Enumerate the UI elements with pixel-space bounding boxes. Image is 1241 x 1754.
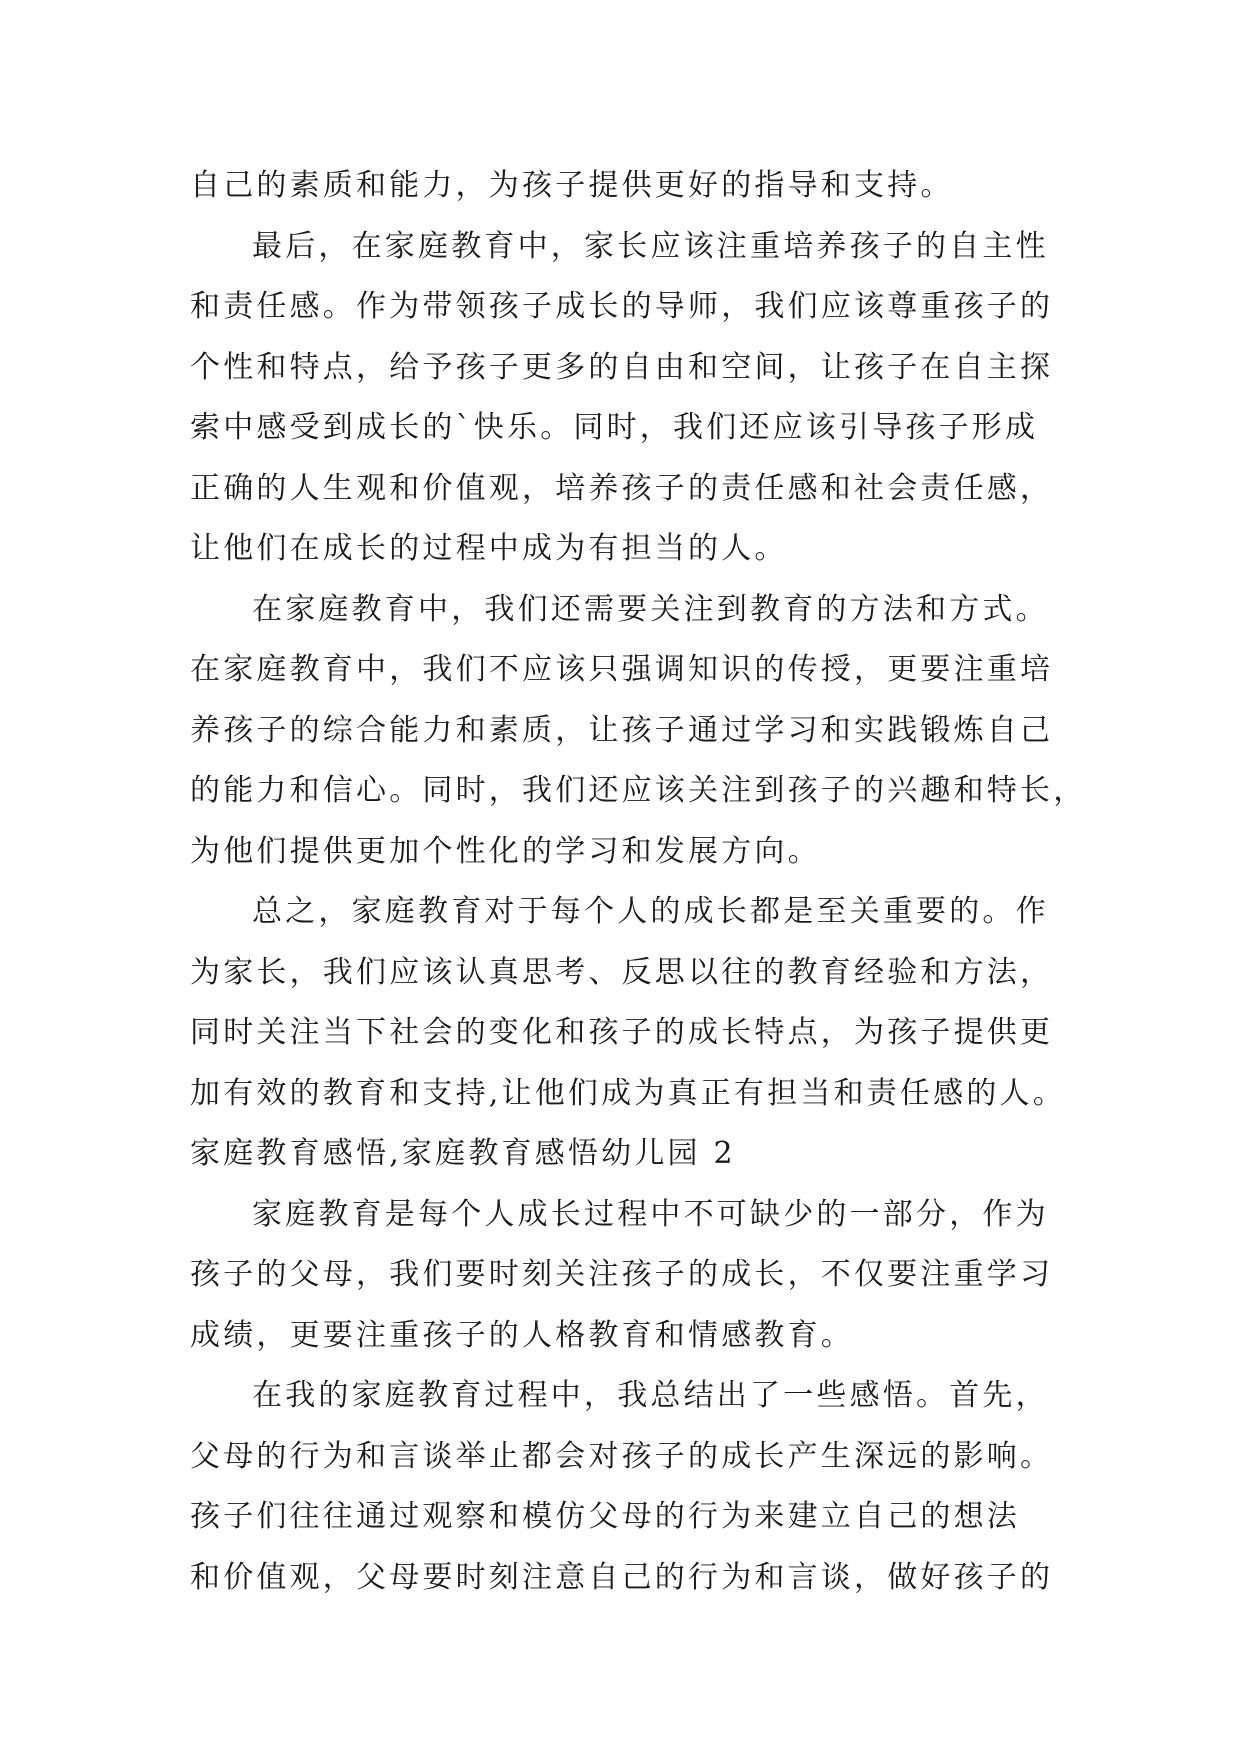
text-line: 在家庭教育中，我们不应该只强调知识的传授，更要注重培 — [190, 652, 1054, 687]
body-text — [190, 156, 1087, 1608]
paragraph-first-line: 最后，在家庭教育中，家长应该注重培养孩子的自主性 — [252, 228, 1049, 264]
text-line: 自己的素质和能力，为孩子提供更好的指导和支持。 — [190, 168, 954, 203]
paragraph-first-line: 在我的家庭教育过程中，我总结出了一些感悟。首先， — [252, 1378, 1049, 1413]
text-line: 孩子们往往通过观察和模仿父母的行为来建立自己的想法 — [190, 1499, 1020, 1534]
text-line: 让他们在成长的过程中成为有担当的人。 — [190, 531, 788, 566]
text-line: 索中感受到成长的`快乐。同时，我们还应该引导孩子形成 — [190, 410, 1039, 445]
text-line: 加有效的教育和支持,让他们成为真正有担当和责任感的人。 — [190, 1075, 1066, 1111]
text-line: 成绩，更要注重孩子的人格教育和情感教育。 — [190, 1317, 854, 1353]
paragraph-first-line: 家庭教育是每个人成长过程中不可缺少的一部分，作为 — [252, 1196, 1049, 1232]
text-line: 养孩子的综合能力和素质，让孩子通过学习和实践锻炼自己 — [190, 712, 1054, 748]
text-line: 的能力和信心。同时，我们还应该关注到孩子的兴趣和特长， — [190, 773, 1087, 808]
text-line: 父母的行为和言谈举止都会对孩子的成长产生深远的影响。 — [190, 1438, 1054, 1474]
text-line: 和责任感。作为带领孩子成长的导师，我们应该尊重孩子的 — [190, 289, 1054, 324]
text-line: 同时关注当下社会的变化和孩子的成长特点，为孩子提供更 — [190, 1015, 1054, 1050]
text-line: 为他们提供更加个性化的学习和发展方向。 — [190, 833, 821, 869]
text-line: 和价值观，父母要时刻注意自己的行为和言谈，做好孩子的 — [190, 1559, 1054, 1595]
paragraph-first-line: 在家庭教育中，我们还需要关注到教育的方法和方式。 — [252, 591, 1049, 627]
text-line: 正确的人生观和价值观，培养孩子的责任感和社会责任感， — [190, 470, 1054, 506]
text-line: 个性和特点，给予孩子更多的自由和空间，让孩子在自主探 — [190, 349, 1054, 385]
paragraph-first-line: 总之，家庭教育对于每个人的成长都是至关重要的。作 — [252, 894, 1049, 929]
text-line: 为家长，我们应该认真思考、反思以往的教育经验和方法， — [190, 954, 1054, 990]
text-line: 孩子的父母，我们要时刻关注孩子的成长，不仅要注重学习 — [190, 1257, 1054, 1292]
section-heading: 家庭教育感悟,家庭教育感悟幼儿园 2 — [190, 1136, 736, 1171]
